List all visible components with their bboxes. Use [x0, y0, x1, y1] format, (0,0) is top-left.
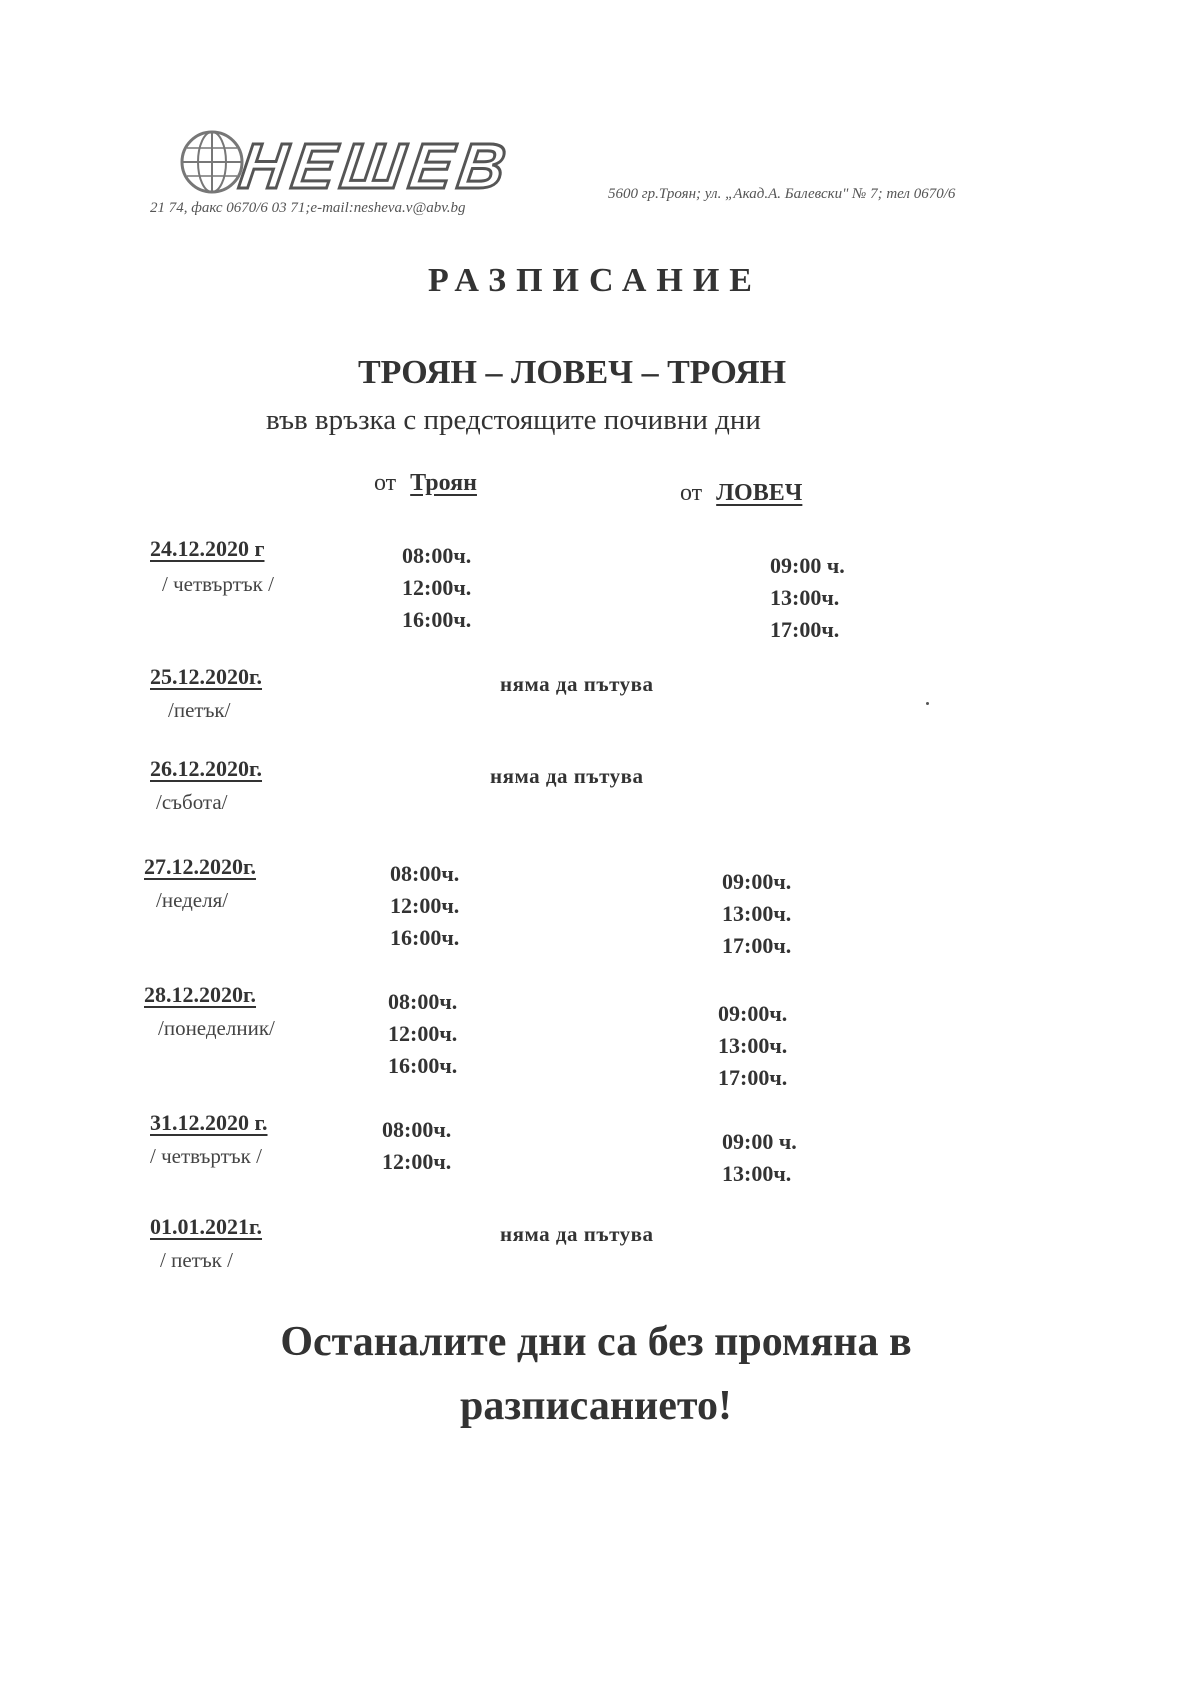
footer-note-line2: разписанието!: [460, 1383, 732, 1429]
departure-time: 16:00ч.: [390, 925, 460, 950]
departure-time: 17:00ч.: [722, 933, 792, 958]
departure-time: 09:00 ч.: [722, 1129, 797, 1154]
times-from-lovech: [722, 866, 791, 962]
departure-time: 12:00ч.: [382, 1149, 452, 1174]
departure-time: 17:00ч.: [770, 617, 840, 642]
row-date: 26.12.2020г.: [150, 756, 263, 781]
times-from-troyan: [390, 858, 459, 954]
departure-time: 09:00ч.: [718, 1001, 788, 1026]
departure-time: 13:00ч.: [722, 901, 792, 926]
row-date: 28.12.2020г.: [144, 982, 257, 1007]
times-from-troyan: [388, 986, 457, 1082]
row-weekday: /събота/: [156, 790, 228, 814]
row-weekday: /неделя/: [156, 888, 229, 912]
departure-time: 09:00 ч.: [770, 553, 845, 578]
no-travel-note: няма да пътува: [500, 672, 654, 696]
no-travel-note: няма да пътува: [490, 764, 644, 788]
subtitle: във връзка с предстоящите почивни дни: [266, 404, 761, 436]
row-date: 24.12.2020 г: [150, 536, 265, 561]
times-from-troyan: [382, 1114, 451, 1178]
column-city: Троян: [410, 470, 477, 496]
times-from-lovech: [722, 1126, 797, 1190]
company-logo: [172, 126, 612, 210]
scan-speck: [926, 702, 929, 705]
page-title: РАЗПИСАНИЕ: [428, 262, 762, 299]
row-date: 27.12.2020г.: [144, 854, 257, 879]
column-prefix: от: [680, 480, 703, 506]
departure-time: 17:00ч.: [718, 1065, 788, 1090]
globe-icon: [182, 132, 242, 192]
row-weekday: / четвъртък /: [150, 1144, 262, 1168]
times-from-lovech: [770, 550, 845, 646]
departure-time: 13:00ч.: [718, 1033, 788, 1058]
row-weekday: / петък /: [160, 1248, 233, 1272]
row-weekday: /петък/: [168, 698, 231, 722]
departure-time: 12:00ч.: [390, 893, 460, 918]
departure-time: 09:00ч.: [722, 869, 792, 894]
row-date: 01.01.2021г.: [150, 1214, 263, 1239]
column-header-lovech: [680, 480, 802, 507]
departure-time: 08:00ч.: [388, 989, 458, 1014]
departure-time: 12:00ч.: [388, 1021, 458, 1046]
footer-note-line1: Останалите дни са без промяна в: [280, 1319, 912, 1365]
letterhead-contacts: 21 74, факс 0670/6 03 71;e-mail:nesheva.v@abv.bg: [150, 200, 466, 216]
departure-time: 16:00ч.: [388, 1053, 458, 1078]
departure-time: 13:00ч.: [770, 585, 840, 610]
times-from-troyan: [402, 540, 471, 636]
departure-time: 16:00ч.: [402, 607, 472, 632]
no-travel-note: няма да пътува: [500, 1222, 654, 1246]
departure-time: 12:00ч.: [402, 575, 472, 600]
departure-time: 08:00ч.: [382, 1117, 452, 1142]
row-date: 25.12.2020г.: [150, 664, 263, 689]
logo-wordmark: НЕШЕВ: [235, 130, 516, 202]
departure-time: 13:00ч.: [722, 1161, 792, 1186]
route-title: ТРОЯН – ЛОВЕЧ – ТРОЯН: [358, 354, 787, 391]
column-header-troyan: [374, 470, 477, 497]
departure-time: 08:00ч.: [402, 543, 472, 568]
row-weekday: /понеделник/: [158, 1016, 275, 1040]
row-date: 31.12.2020 г.: [150, 1110, 268, 1135]
row-weekday: / четвъртък /: [162, 572, 274, 596]
column-city: ЛОВЕЧ: [716, 480, 803, 506]
times-from-lovech: [718, 998, 787, 1094]
departure-time: 08:00ч.: [390, 861, 460, 886]
column-prefix: от: [374, 470, 397, 496]
letterhead-address: 5600 гр.Троян; ул. „Акад.А. Балевски" № 7; тел 0670/6: [608, 186, 956, 202]
